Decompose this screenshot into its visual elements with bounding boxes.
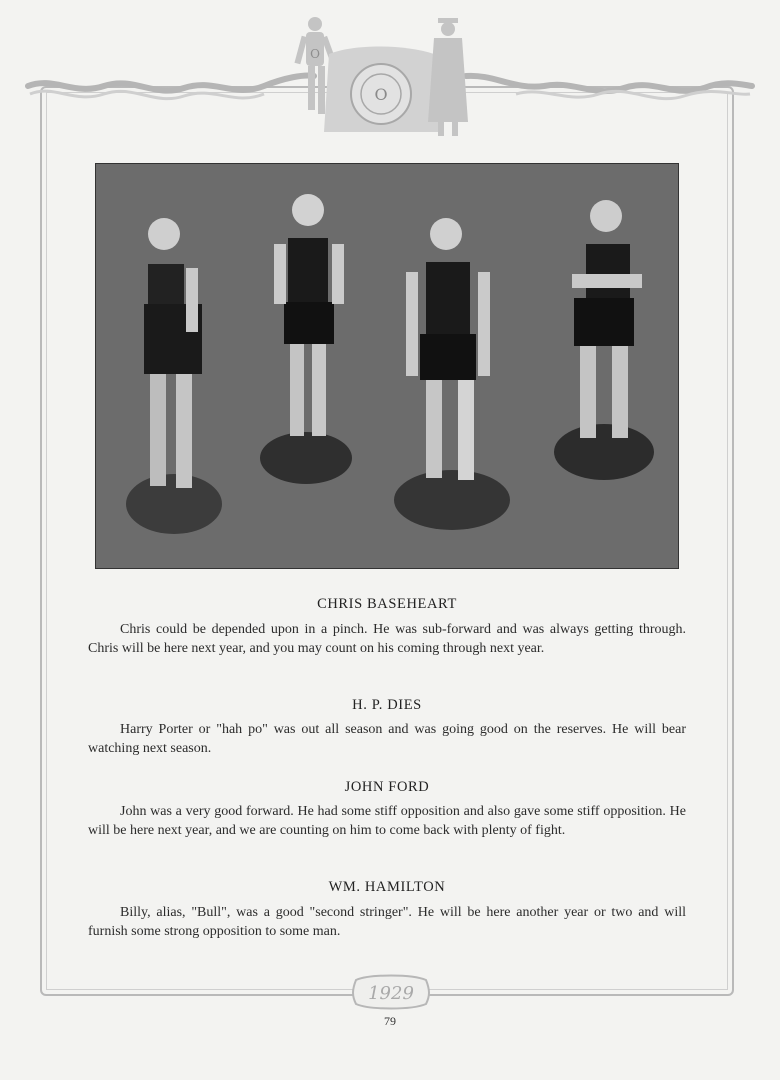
entry-text-ford: John was a very good forward. He had some stiff opposition and also gave some stiff opposition. He will be here next year, and we are counting on him to come back with plenty of fight. [88,804,686,838]
entry-name-ford: JOHN FORD [344,779,430,795]
entry-name-baseheart: CHRIS BASEHEART [317,596,457,612]
header-banner-ornament [24,14,756,139]
team-photograph [95,163,679,569]
entry-name-hamilton: WM. HAMILTON [328,879,446,895]
graduate-figure-icon [428,18,468,136]
entry-name-dies: H. P. DIES [352,697,422,713]
seal-emblem-letter: O [374,85,388,104]
runner-letter: O [310,47,320,61]
year-cartouche-ornament [350,972,432,1010]
entry-text-baseheart: Chris could be depended upon in a pinch. He was sub-forward and was always getting through. Chris will be here next year, and you may count on his coming through next year. [88,622,686,656]
entry-text-dies: Harry Porter or "hah po" was out all season and was going good on the reserves. He will bear watching next season. [88,722,686,756]
year-label: 1929 [368,983,414,1004]
page-number: 79 [384,1014,396,1028]
entry-text-hamilton: Billy, alias, "Bull", was a good "second stringer". He will be here another year or two and will furnish some strong opposition to some man. [88,905,686,939]
